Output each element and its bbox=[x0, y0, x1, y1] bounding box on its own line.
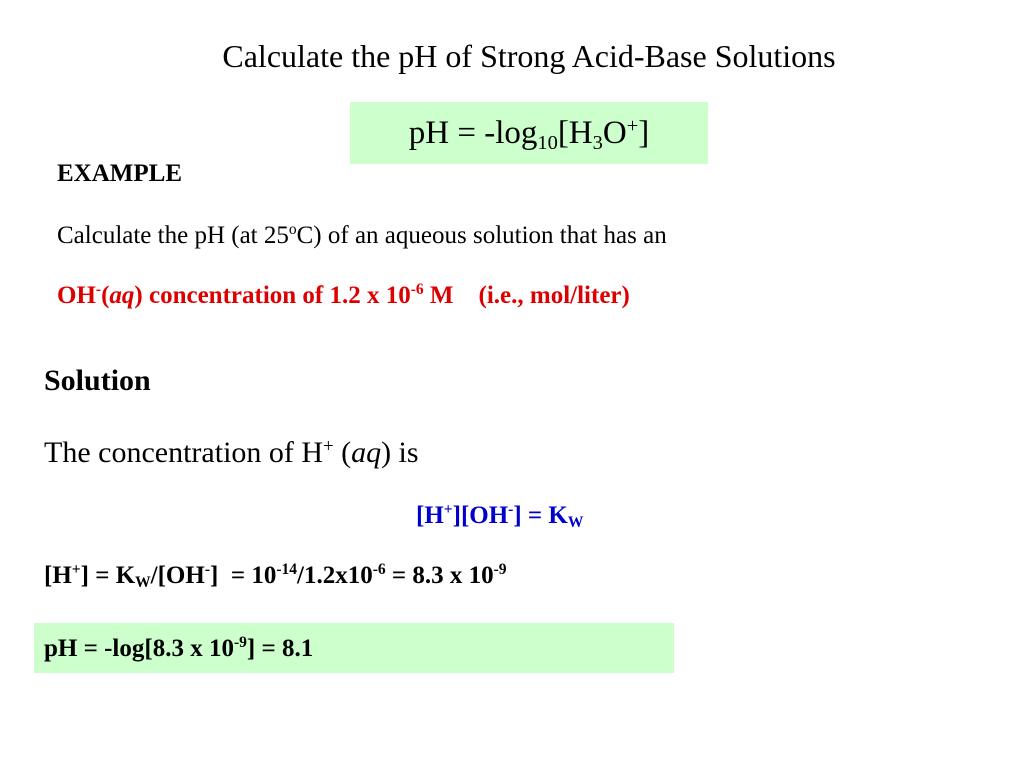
concentration-text: ) concentration of 1.2 x 10 bbox=[134, 282, 411, 309]
slide-title: Calculate the pH of Strong Acid-Base Solutions bbox=[222, 38, 836, 74]
calc-eq1: ] = 10 bbox=[210, 562, 277, 589]
conc-paren-open: ( bbox=[333, 436, 352, 469]
kw-h: [H bbox=[416, 502, 444, 529]
kw-w-subscript: W bbox=[567, 514, 584, 532]
calc-kw: ] = K bbox=[80, 562, 136, 589]
aq-italic: aq bbox=[109, 282, 135, 309]
h-plus-charge: + bbox=[323, 435, 334, 457]
example-question bbox=[57, 222, 667, 250]
concentration-exponent: -6 bbox=[410, 281, 424, 299]
calc-w-subscript: W bbox=[135, 574, 151, 592]
calc-exp3: -9 bbox=[493, 561, 507, 579]
calc-h: [H bbox=[44, 562, 72, 589]
kw-oh: ][OH bbox=[452, 502, 509, 529]
kw-eq: ] = K bbox=[513, 502, 568, 529]
formula-charge: + bbox=[626, 114, 639, 137]
concentration-units: M (i.e., mol/liter) bbox=[423, 282, 630, 309]
ph-result bbox=[44, 635, 313, 663]
ph-result-box bbox=[34, 623, 674, 673]
kw-equation bbox=[416, 502, 583, 530]
conc-prefix: The concentration of H bbox=[44, 436, 324, 469]
formula-h-subscript: 3 bbox=[592, 131, 603, 154]
kw-oh-minus: - bbox=[508, 501, 514, 519]
conc-suffix: ) is bbox=[381, 436, 419, 469]
question-prefix: Calculate the pH (at 25 bbox=[57, 222, 289, 249]
result-suffix: ] = 8.1 bbox=[246, 635, 314, 662]
formula-bracket-close: ] bbox=[638, 115, 650, 151]
degree-symbol: o bbox=[288, 221, 297, 239]
example-label: EXAMPLE bbox=[57, 160, 182, 187]
formula-lhs: pH = -log bbox=[408, 115, 538, 151]
calculation-line bbox=[44, 562, 507, 590]
result-exponent: -9 bbox=[233, 634, 247, 652]
conc-aq-italic: aq bbox=[351, 436, 382, 469]
calc-exp2: -6 bbox=[372, 561, 386, 579]
paren-open: ( bbox=[101, 282, 110, 309]
solution-label: Solution bbox=[44, 364, 151, 397]
question-suffix: C) of an aqueous solution that has an bbox=[296, 222, 667, 249]
oh-charge: - bbox=[95, 281, 102, 299]
calc-mid: /1.2x10 bbox=[297, 562, 373, 589]
calc-h-plus: + bbox=[71, 561, 81, 579]
calc-eq2: = 8.3 x 10 bbox=[385, 562, 494, 589]
ph-formula-box bbox=[350, 102, 708, 164]
solution-concentration-line bbox=[44, 436, 419, 470]
calc-exp1: -14 bbox=[276, 561, 297, 579]
formula-oxygen: O bbox=[602, 115, 627, 151]
calc-oh: /[OH bbox=[150, 562, 205, 589]
kw-h-plus: + bbox=[443, 501, 453, 519]
oh-text: OH bbox=[57, 282, 96, 309]
calc-oh-minus: - bbox=[204, 561, 210, 579]
formula-log-base: 10 bbox=[537, 131, 558, 154]
formula-bracket-open: [H bbox=[557, 115, 593, 151]
result-prefix: pH = -log[8.3 x 10 bbox=[44, 635, 234, 662]
example-concentration bbox=[57, 282, 630, 310]
